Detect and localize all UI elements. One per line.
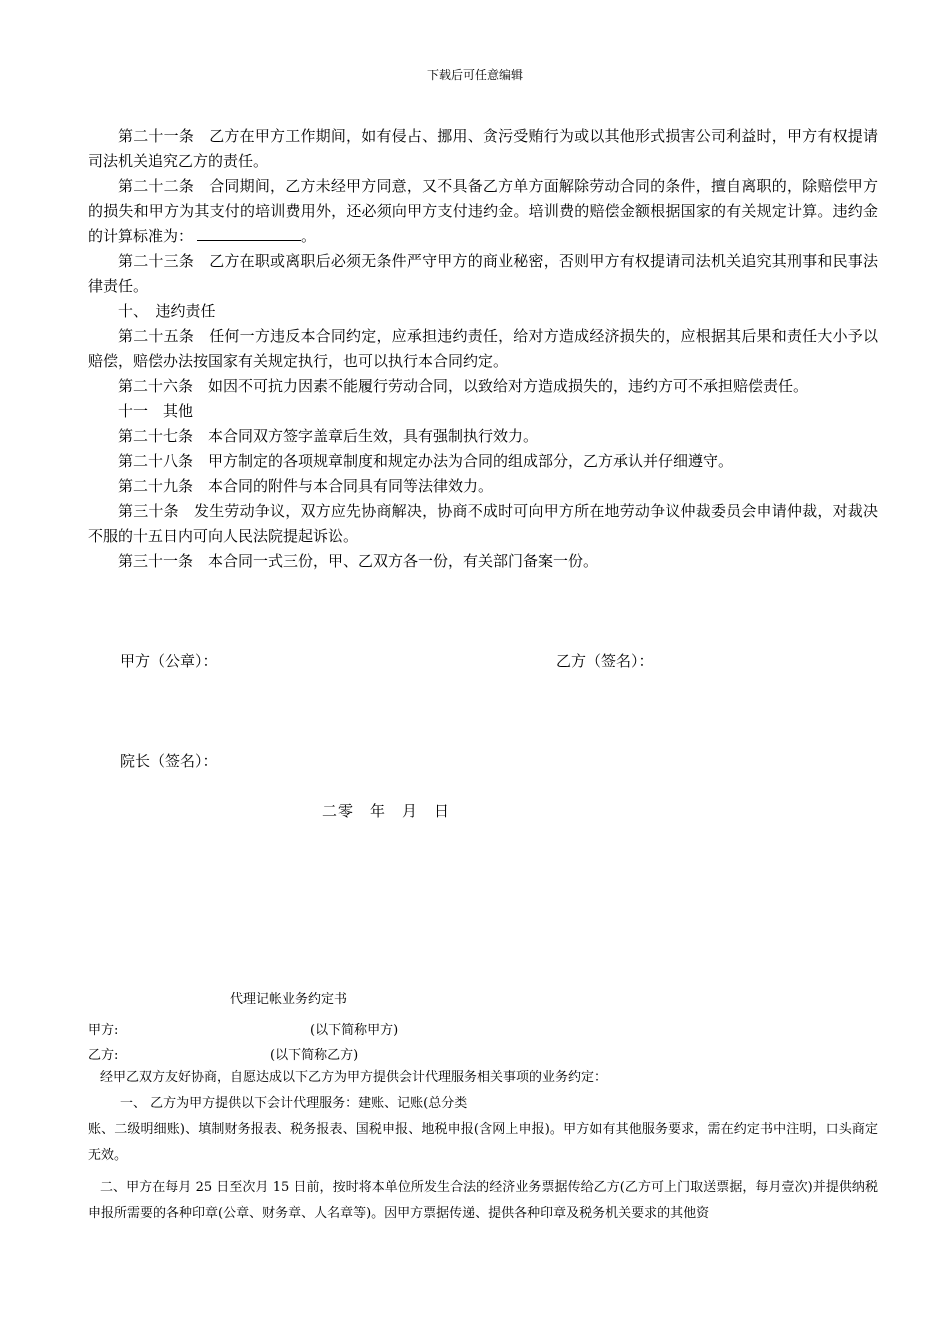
president-signature-label: 院长（签名）： [120, 752, 218, 770]
service-item-1-body: 账、二级明细账)、填制财务报表、税务报表、国税申报、地税申报(含网上申报)。甲方如有其他服务要求，需在约定书中注明，口头商定无效。 [88, 1122, 878, 1163]
party-a-seal-label: 甲方（公章）： [120, 652, 218, 670]
article-22 [88, 174, 878, 249]
service-item-2: 二、甲方在每月 25 日至次月 15 日前，按时将本单位所发生合法的经济业务票据传给乙方(乙方可上门取送票据，每月壹次)并提供纳税申报所需要的各种印章(公章、财务章、人名章等)。因甲方票据传递、提供各种印章及税务机关要求的其他资 [88, 1180, 878, 1221]
service-item-1-first-line: 一、 乙方为甲方提供以下会计代理服务：建账、记账(总分类 [120, 1096, 468, 1111]
blank-suffix: 。 [301, 227, 317, 245]
article-29: 第二十九条 本合同的附件与本合同具有同等法律效力。 [118, 477, 494, 495]
signing-date: 二零 年 月 日 [322, 802, 451, 820]
article-28: 第二十八条 甲方制定的各项规章制度和规定办法为合同的组成部分，乙方承认并仔细遵守。 [118, 452, 734, 470]
section-10-heading: 十、 违约责任 [118, 302, 216, 320]
party-b-label: 乙方: [88, 1048, 119, 1063]
article-23: 第二十三条 乙方在职或离职后必须无条件严守甲方的商业秘密，否则甲方有权提请司法机关追究其刑事和民事法律责任。 [88, 252, 878, 295]
contract-body [88, 124, 878, 574]
article-22-text: 第二十二条 合同期间，乙方未经甲方同意，又不具备乙方单方面解除劳动合同的条件，擅自离职的，除赔偿甲方的损失和甲方为其支付的培训费用外，还必须向甲方支付违约金。培训费的赔偿金额根据国家的有关规定计算。违约金的计算标准为： [88, 177, 878, 245]
party-b-signature-label: 乙方（签名）： [556, 652, 654, 670]
page-header: 下载后可任意编辑 [426, 68, 523, 82]
article-27: 第二十七条 本合同双方签字盖章后生效，具有强制执行效力。 [118, 427, 539, 445]
article-31: 第三十一条 本合同一式三份，甲、乙双方各一份，有关部门备案一份。 [118, 552, 599, 570]
party-a-note: (以下简称甲方) [310, 1023, 399, 1038]
agreement-title: 代理记帐业务约定书 [230, 992, 348, 1007]
party-a-label: 甲方: [88, 1023, 119, 1038]
party-b-note: (以下简称乙方) [270, 1048, 359, 1063]
agreement-intro: 经甲乙双方友好协商，自愿达成以下乙方为甲方提供会计代理服务相关事项的业务约定： [100, 1070, 608, 1085]
agreement-body [88, 1065, 878, 1227]
article-26: 第二十六条 如因不可抗力因素不能履行劳动合同，以致给对方造成损失的，违约方可不承担赔偿责任。 [118, 377, 809, 395]
section-11-heading: 十一 其他 [118, 402, 194, 420]
penalty-standard-blank [197, 224, 301, 241]
article-30: 第三十条 发生劳动争议，双方应先协商解决，协商不成时可向甲方所在地劳动争议仲裁委员会申请仲裁，对裁决不服的十五日内可向人民法院提起诉讼。 [88, 502, 878, 545]
article-21: 第二十一条 乙方在甲方工作期间，如有侵占、挪用、贪污受贿行为或以其他形式损害公司利益时，甲方有权提请司法机关追究乙方的责任。 [88, 127, 878, 170]
article-25: 第二十五条 任何一方违反本合同约定，应承担违约责任，给对方造成经济损失的，应根据其后果和责任大小予以赔偿，赔偿办法按国家有关规定执行，也可以执行本合同约定。 [88, 327, 878, 370]
